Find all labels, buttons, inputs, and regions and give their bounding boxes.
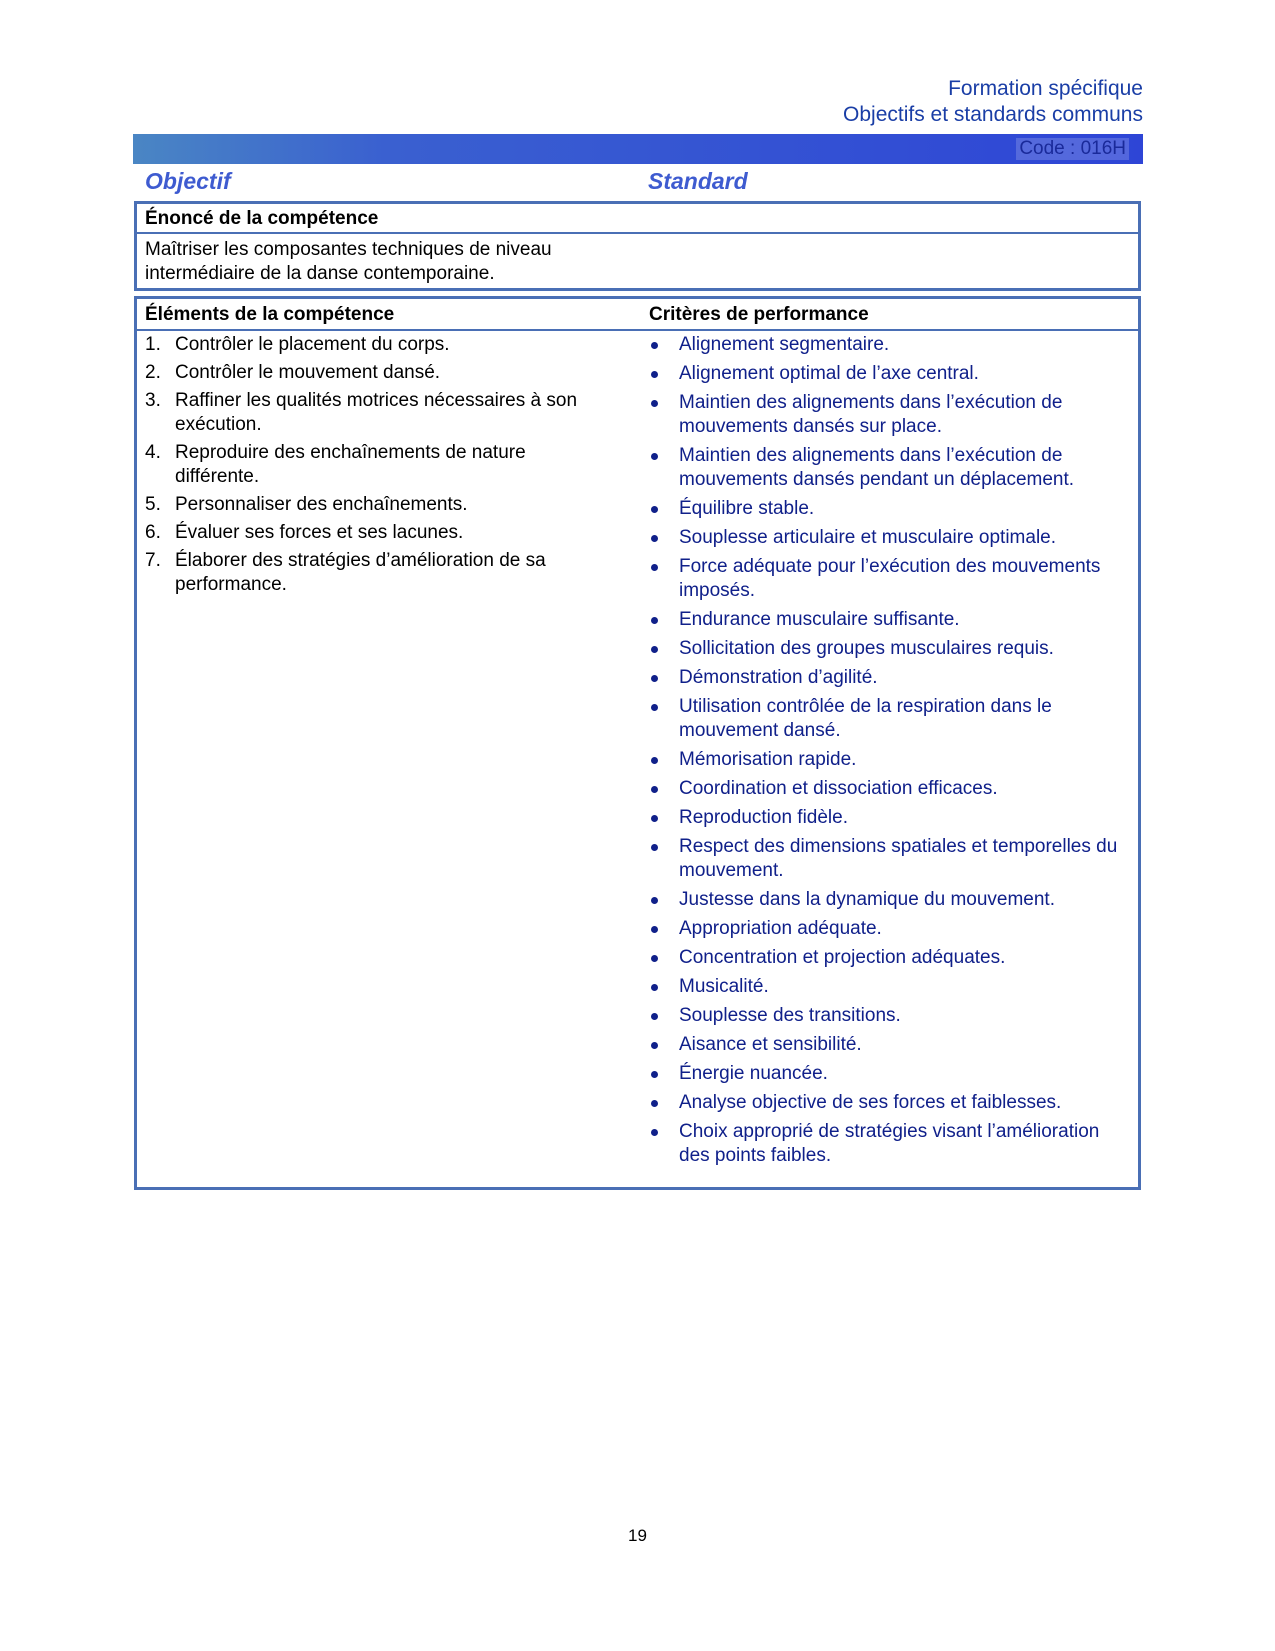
criterion-item <box>649 666 1129 690</box>
bullet-icon <box>651 400 658 407</box>
criterion-text: Appropriation adéquate. <box>679 918 882 939</box>
competency-code: Code : 016H <box>1016 138 1129 160</box>
element-item <box>145 441 615 489</box>
criterion-item <box>649 946 1129 970</box>
criterion-item <box>649 555 1129 603</box>
criteria-list <box>649 333 1129 1168</box>
bullet-icon <box>651 1129 658 1136</box>
bullet-icon <box>651 757 658 764</box>
elements-column <box>145 333 615 601</box>
elements-criteria-header <box>137 299 1138 331</box>
bullet-icon <box>651 342 658 349</box>
element-text: Reproduire des enchaînements de nature différente. <box>175 442 526 487</box>
criterion-item <box>649 1004 1129 1028</box>
bullet-icon <box>651 646 658 653</box>
element-text: Contrôler le placement du corps. <box>175 334 450 355</box>
criterion-item <box>649 748 1129 772</box>
criterion-text: Analyse objective de ses forces et faiblesses. <box>679 1092 1062 1113</box>
page-number: 19 <box>628 1526 647 1545</box>
element-text: Contrôler le mouvement dansé. <box>175 362 441 383</box>
column-headings <box>145 168 1135 198</box>
criterion-text: Démonstration d’agilité. <box>679 667 878 688</box>
element-number: 4. <box>145 442 161 463</box>
criterion-item <box>649 1120 1129 1168</box>
criterion-text: Souplesse articulaire et musculaire optimale. <box>679 527 1057 548</box>
element-number: 2. <box>145 362 161 383</box>
criterion-text: Musicalité. <box>679 976 769 997</box>
criterion-item <box>649 975 1129 999</box>
criterion-text: Maintien des alignements dans l’exécution de mouvements dansés pendant un déplacement. <box>679 445 1075 490</box>
enonce-title: Énoncé de la compétence <box>137 204 1138 234</box>
element-number: 7. <box>145 550 161 571</box>
element-number: 1. <box>145 334 161 355</box>
enonce-box <box>134 201 1141 291</box>
criterion-item <box>649 835 1129 883</box>
criterion-item <box>649 444 1129 492</box>
element-number: 5. <box>145 494 161 515</box>
criterion-text: Équilibre stable. <box>679 498 815 519</box>
header-subtitle: Objectifs et standards communs <box>843 103 1143 126</box>
criterion-text: Respect des dimensions spatiales et temporelles du mouvement. <box>679 836 1118 881</box>
bullet-icon <box>651 506 658 513</box>
bullet-icon <box>651 897 658 904</box>
criterion-text: Coordination et dissociation efficaces. <box>679 778 998 799</box>
bullet-icon <box>651 815 658 822</box>
page-header <box>843 76 1143 128</box>
criterion-text: Mémorisation rapide. <box>679 749 857 770</box>
objectif-heading: Objectif <box>145 168 231 194</box>
element-item <box>145 549 615 597</box>
bullet-icon <box>651 926 658 933</box>
criteres-heading: Critères de performance <box>649 304 869 325</box>
element-text: Personnaliser des enchaînements. <box>175 494 468 515</box>
bullet-icon <box>651 844 658 851</box>
criterion-item <box>649 526 1129 550</box>
criterion-text: Justesse dans la dynamique du mouvement. <box>679 889 1055 910</box>
element-item <box>145 493 615 517</box>
header-program: Formation spécifique <box>948 77 1143 100</box>
bullet-icon <box>651 453 658 460</box>
elements-criteria-box <box>134 296 1141 1190</box>
criterion-item <box>649 695 1129 743</box>
criterion-item <box>649 806 1129 830</box>
criterion-item <box>649 333 1129 357</box>
element-item <box>145 361 615 385</box>
criterion-text: Sollicitation des groupes musculaires requis. <box>679 638 1054 659</box>
bullet-icon <box>651 371 658 378</box>
bullet-icon <box>651 984 658 991</box>
criterion-item <box>649 362 1129 386</box>
criterion-item <box>649 1062 1129 1086</box>
criterion-text: Alignement optimal de l’axe central. <box>679 363 979 384</box>
criterion-item <box>649 1091 1129 1115</box>
code-band <box>133 134 1143 164</box>
element-text: Élaborer des stratégies d’amélioration de sa performance. <box>175 550 546 595</box>
bullet-icon <box>651 617 658 624</box>
element-item <box>145 389 615 437</box>
element-item <box>145 333 615 357</box>
criterion-item <box>649 777 1129 801</box>
criterion-text: Reproduction fidèle. <box>679 807 848 828</box>
elements-list <box>145 333 615 597</box>
criterion-item <box>649 497 1129 521</box>
bullet-icon <box>651 1071 658 1078</box>
criterion-text: Utilisation contrôlée de la respiration dans le mouvement dansé. <box>679 696 1052 741</box>
criterion-item <box>649 608 1129 632</box>
bullet-icon <box>651 1100 658 1107</box>
elements-heading: Éléments de la compétence <box>145 304 395 325</box>
element-item <box>145 521 615 545</box>
criterion-text: Alignement segmentaire. <box>679 334 890 355</box>
criterion-text: Souplesse des transitions. <box>679 1005 901 1026</box>
criterion-item <box>649 637 1129 661</box>
criterion-text: Choix approprié de stratégies visant l’amélioration des points faibles. <box>679 1121 1100 1166</box>
bullet-icon <box>651 1013 658 1020</box>
element-number: 6. <box>145 522 161 543</box>
bullet-icon <box>651 786 658 793</box>
bullet-icon <box>651 564 658 571</box>
criterion-text: Énergie nuancée. <box>679 1063 828 1084</box>
bullet-icon <box>651 1042 658 1049</box>
bullet-icon <box>651 704 658 711</box>
bullet-icon <box>651 955 658 962</box>
criterion-text: Concentration et projection adéquates. <box>679 947 1006 968</box>
criterion-item <box>649 888 1129 912</box>
criterion-text: Maintien des alignements dans l’exécution de mouvements dansés sur place. <box>679 392 1063 437</box>
criterion-item <box>649 917 1129 941</box>
element-text: Évaluer ses forces et ses lacunes. <box>175 522 464 543</box>
standard-heading: Standard <box>648 168 748 194</box>
bullet-icon <box>651 675 658 682</box>
bullet-icon <box>651 535 658 542</box>
element-number: 3. <box>145 390 161 411</box>
criteria-column <box>649 333 1129 1173</box>
criterion-text: Force adéquate pour l’exécution des mouvements imposés. <box>679 556 1101 601</box>
criterion-text: Aisance et sensibilité. <box>679 1034 862 1055</box>
criterion-item <box>649 1033 1129 1057</box>
criterion-text: Endurance musculaire suffisante. <box>679 609 960 630</box>
element-text: Raffiner les qualités motrices nécessaires à son exécution. <box>175 390 578 435</box>
enonce-text: Maîtriser les composantes techniques de niveau intermédiaire de la danse contemporaine. <box>145 239 552 284</box>
criterion-item <box>649 391 1129 439</box>
